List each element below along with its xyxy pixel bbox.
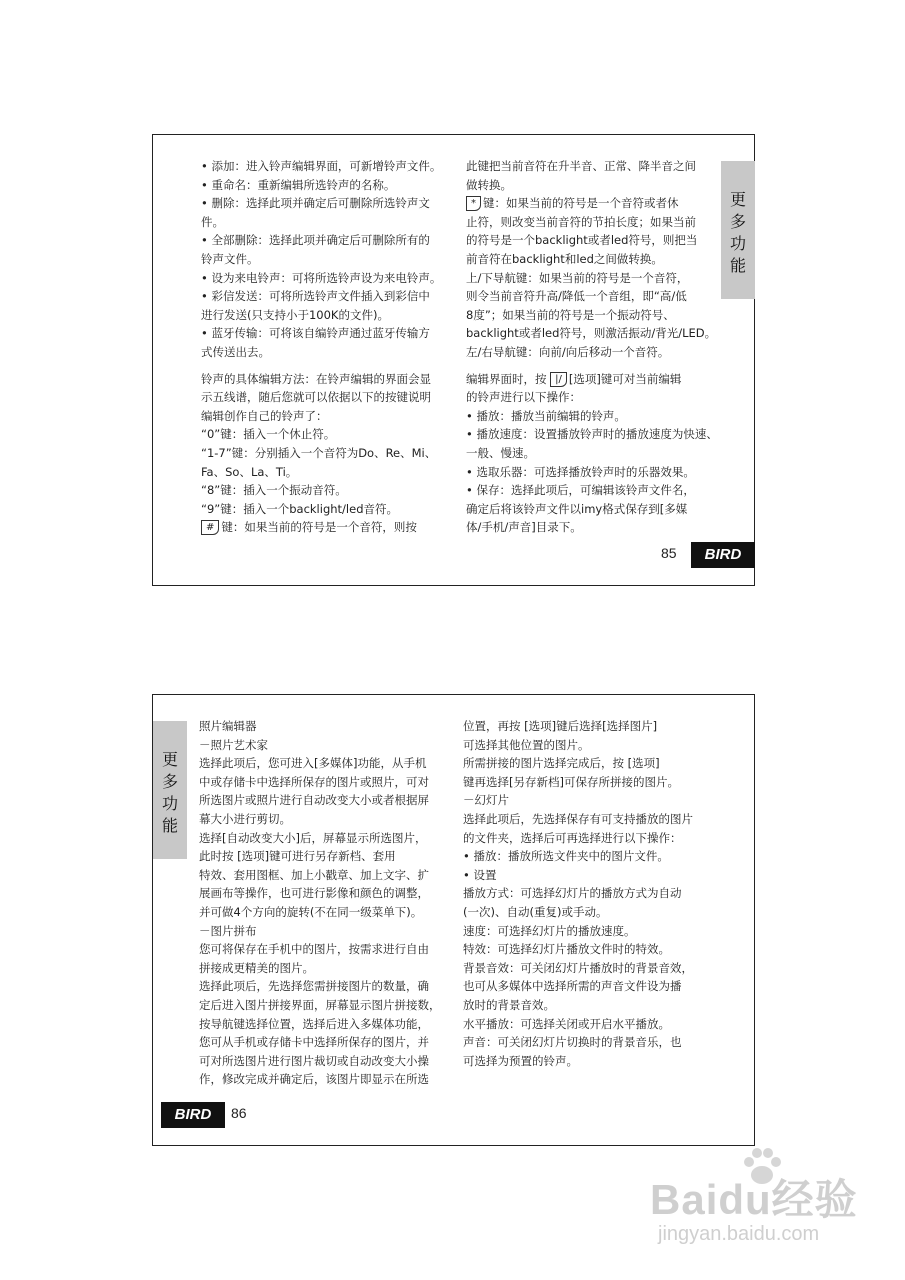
text-line: • 保存：选择此项后，可编辑该铃声文件名， xyxy=(466,483,695,498)
text-line: 则令当前音符升高/降低一个音组，即“高/低 xyxy=(466,289,687,304)
text-line: 选择此项后，先选择您需拼接图片的数量，确 xyxy=(199,979,429,994)
page86-left-column xyxy=(199,717,454,1089)
text-line: 8度”；如果当前的符号是一个振动符号、 xyxy=(466,307,675,322)
text-line: 左/右导航键：向前/向后移动一个音符。 xyxy=(466,344,670,359)
text-line: 此时按 [选项]键可进行另存新档、套用 xyxy=(199,849,396,864)
text-line: －照片艺术家 xyxy=(199,737,268,752)
text-line: 体/手机/声音]目录下。 xyxy=(466,520,582,535)
text-line: 照片编辑器 xyxy=(199,719,257,733)
text-line: 选择此项后，您可进入[多媒体]功能，从手机 xyxy=(199,756,427,771)
text-line: 做转换。 xyxy=(466,177,512,192)
text-line: 铃声的具体编辑方法：在铃声编辑的界面会显 xyxy=(201,371,431,386)
text-line: 的符号是一个backlight或者led符号，则把当 xyxy=(466,233,698,248)
text-line: • 播放：播放当前编辑的铃声。 xyxy=(466,408,626,423)
text-line xyxy=(201,362,456,370)
text-line: 定后进入图片拼接界面，屏幕显示图片拼接数， xyxy=(199,997,441,1012)
text-line: 特效：可选择幻灯片播放文件时的特效。 xyxy=(463,942,670,957)
options-key-line: 编辑界面时，按 |/ [选项]键可对当前编辑 xyxy=(466,371,682,386)
text-line: 并可做4个方向的旋转(不在同一级菜单下)。 xyxy=(199,904,423,919)
watermark-main-text: Baidu经验 xyxy=(650,1176,858,1223)
text-line: 止符，则改变当前音符的节拍长度；如果当前 xyxy=(466,214,696,229)
manual-page-85 xyxy=(152,134,755,586)
text-line: • 删除：选择此项并确定后可删除所选铃声文 xyxy=(201,196,430,211)
text-line: 此键把当前音符在升半音、正常、降半音之间 xyxy=(466,159,696,173)
text-line: 所选图片或照片进行自动改变大小或者根据屏 xyxy=(199,793,429,808)
text-line: • 重命名：重新编辑所选铃声的名称。 xyxy=(201,177,396,192)
text-line: 幕大小进行剪切。 xyxy=(199,811,291,826)
hash-key-line: # 键：如果当前的符号是一个音符，则按 xyxy=(201,518,456,537)
text-line: 中或存储卡中选择所保存的图片或照片，可对 xyxy=(199,774,429,789)
text-line: 编辑创作自己的铃声了： xyxy=(201,408,328,423)
text-line: 的文件夹，选择后可再选择进行以下操作： xyxy=(463,830,682,845)
text-line: 可对所选图片进行图片裁切或自动改变大小操 xyxy=(199,1053,429,1068)
text-line: 放时的背景音效。 xyxy=(463,997,555,1012)
text-line: backlight或者led符号，则激活振动/背光/LED。 xyxy=(466,326,717,341)
text-line: 前音符在backlight和led之间做转换。 xyxy=(466,251,663,266)
page-number: 85 xyxy=(661,545,677,561)
text-line: “0”键：插入一个休止符。 xyxy=(201,427,336,442)
text-line: “1-7”键：分别插入一个音符为Do、Re、Mi、 xyxy=(201,445,437,460)
page85-right-column xyxy=(466,157,726,537)
text-line: 所需拼接的图片选择完成后，按 [选项] xyxy=(463,756,660,771)
bird-logo: BIRD xyxy=(691,542,755,568)
text-line: 拼接成更精美的图片。 xyxy=(199,960,314,975)
page86-right-column xyxy=(463,717,723,1070)
text-line: 也可从多媒体中选择所需的声音文件设为播 xyxy=(463,979,682,994)
text-line: 您可将保存在手机中的图片，按需求进行自由 xyxy=(199,942,429,957)
text-line: • 添加：进入铃声编辑界面，可新增铃声文件。 xyxy=(201,159,442,173)
text-line: 选择[自动改变大小]后，屏幕显示所选图片， xyxy=(199,830,427,845)
text-line: 上/下导航键：如果当前的符号是一个音符， xyxy=(466,270,689,285)
text-line: 确定后将该铃声文件以imy格式保存到[多媒 xyxy=(466,501,688,516)
hash-key-icon: # xyxy=(201,520,219,535)
page85-left-column xyxy=(201,157,456,537)
text-line: 展画布等操作，也可进行影像和颜色的调整， xyxy=(199,886,429,901)
text-line: (一次)、自动(重复)或手动。 xyxy=(463,904,608,919)
text-line: 水平播放：可选择关闭或开启水平播放。 xyxy=(463,1016,670,1031)
text-line: • 蓝牙传输：可将该自编铃声通过蓝牙传输方 xyxy=(201,326,430,341)
text-line: －图片拼布 xyxy=(199,923,257,938)
section-tab-more-functions: 更 多 功 能 xyxy=(721,161,755,299)
text-line: 特效、套用图框、加上小戳章、加上文字、扩 xyxy=(199,867,429,882)
text-line: 一般、慢速。 xyxy=(466,445,535,460)
text-line: 式传送出去。 xyxy=(201,344,270,359)
text-line: “9”键：插入一个backlight/led音符。 xyxy=(201,501,398,516)
text-line: 按导航键选择位置，选择后进入多媒体功能， xyxy=(199,1016,429,1031)
text-line: 的铃声进行以下操作： xyxy=(466,390,581,405)
text-line: Fa、So、La、Ti。 xyxy=(201,464,298,479)
text-line: 声音：可关闭幻灯片切换时的背景音乐，也 xyxy=(463,1035,682,1050)
text-line: • 播放速度：设置播放铃声时的播放速度为快速、 xyxy=(466,427,718,442)
text-line: 键再选择[另存新档]可保存所拼接的图片。 xyxy=(463,774,679,789)
text-line xyxy=(466,362,726,370)
baidu-watermark xyxy=(640,1145,880,1265)
text-line: 作，修改完成并确定后，该图片即显示在所选 xyxy=(199,1072,429,1087)
star-key-icon: * xyxy=(466,196,481,211)
star-key-line: * 键：如果当前的符号是一个音符或者休 xyxy=(466,194,726,213)
text-line: 您可从手机或存储卡中选择所保存的图片，并 xyxy=(199,1035,429,1050)
text-line: • 选取乐器：可选择播放铃声时的乐器效果。 xyxy=(466,464,695,479)
text-line: 可选择为预置的铃声。 xyxy=(463,1053,578,1068)
text-line: －幻灯片 xyxy=(463,793,509,808)
text-line: • 设为来电铃声：可将所选铃声设为来电铃声。 xyxy=(201,270,442,285)
text-line: 速度：可选择幻灯片的播放速度。 xyxy=(463,923,636,938)
bird-logo: BIRD xyxy=(161,1102,225,1128)
text-line: • 设置 xyxy=(463,867,497,882)
manual-page-86 xyxy=(152,694,755,1146)
text-line: • 播放：播放所选文件夹中的图片文件。 xyxy=(463,849,669,864)
text-line: 选择此项后，先选择保存有可支持播放的图片 xyxy=(463,811,693,826)
text-line: 件。 xyxy=(201,214,224,229)
text-line: 位置，再按 [选项]键后选择[选择图片] xyxy=(463,719,658,733)
text-line: 铃声文件。 xyxy=(201,251,259,266)
text-line: “8”键：插入一个振动音符。 xyxy=(201,483,347,498)
page-number: 86 xyxy=(231,1105,247,1121)
text-line: 可选择其他位置的图片。 xyxy=(463,737,590,752)
softkey-icon: |/ xyxy=(550,372,567,387)
text-line: 进行发送(只支持小于100K的文件)。 xyxy=(201,307,389,322)
text-line: • 彩信发送：可将所选铃声文件插入到彩信中 xyxy=(201,289,430,304)
text-line: 示五线谱，随后您就可以依据以下的按键说明 xyxy=(201,390,431,405)
watermark-url: jingyan.baidu.com xyxy=(658,1223,820,1245)
text-line: 播放方式：可选择幻灯片的播放方式为自动 xyxy=(463,886,682,901)
text-line: • 全部删除：选择此项并确定后可删除所有的 xyxy=(201,233,430,248)
text-line: 背景音效：可关闭幻灯片播放时的背景音效， xyxy=(463,960,693,975)
section-tab-more-functions: 更 多 功 能 xyxy=(153,721,187,859)
